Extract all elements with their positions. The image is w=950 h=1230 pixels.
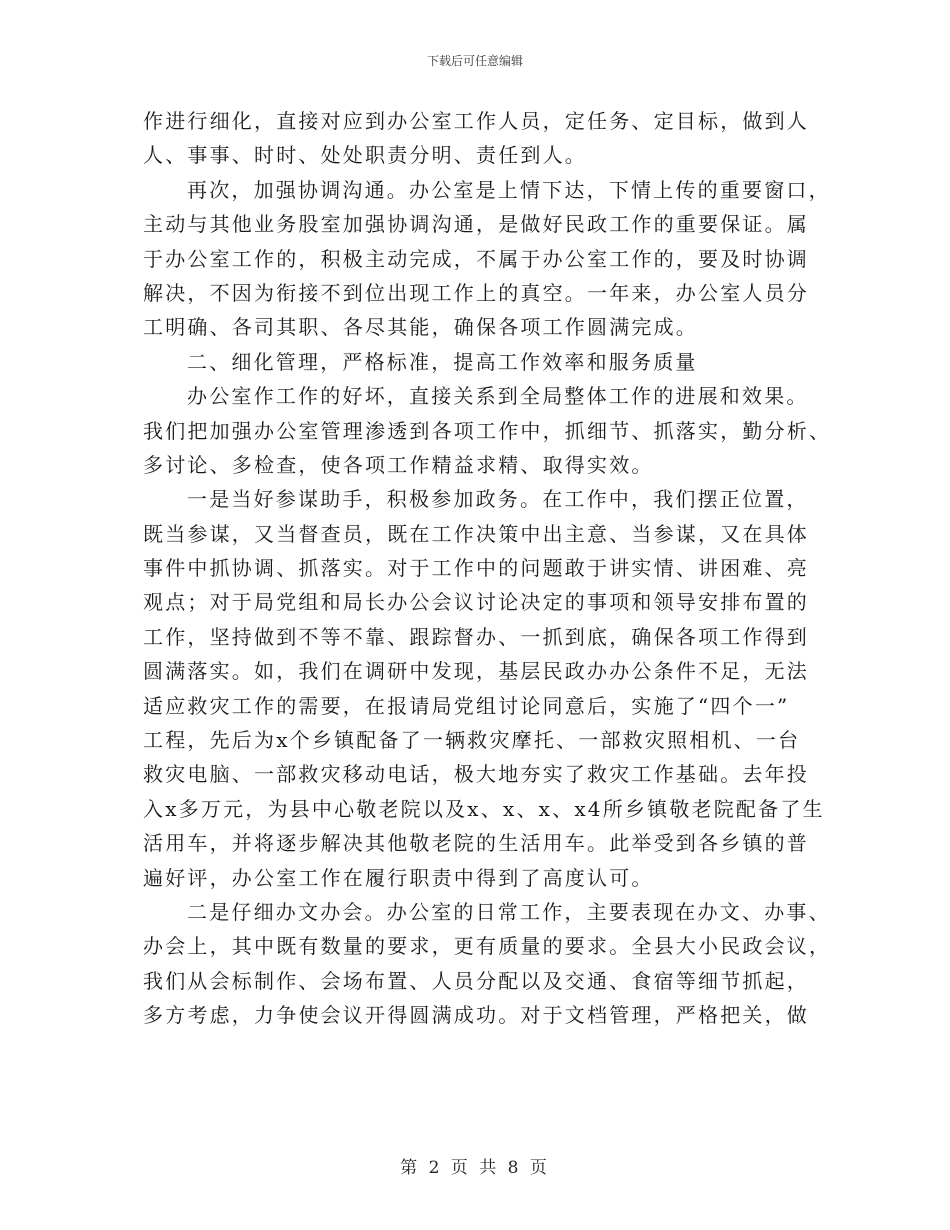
text-line: 人、事事、时时、处处职责分明、责任到人。 bbox=[143, 143, 587, 168]
text-line: 于办公室工作的，积极主动完成，不属于办公室工作的，要及时协调 bbox=[143, 246, 809, 271]
text-line: 二、细化管理，严格标准，提高工作效率和服务质量 bbox=[187, 349, 698, 374]
text-line: 再次，加强协调沟通。办公室是上情下达，下情上传的重要窗口， bbox=[187, 177, 831, 202]
text-line: 工明确、各司其职、各尽其能，确保各项工作圆满完成。 bbox=[143, 315, 698, 340]
text-line: 主动与其他业务股室加强协调沟通，是做好民政工作的重要保证。属 bbox=[143, 212, 809, 237]
text-line: 救灾电脑、一部救灾移动电话，极大地夯实了救灾工作基础。去年投 bbox=[143, 762, 809, 787]
text-line: 办会上，其中既有数量的要求，更有质量的要求。全县大小民政会议， bbox=[143, 934, 832, 959]
text-line: 事件中抓协调、抓落实。对于工作中的问题敢于讲实情、讲困难、亮 bbox=[143, 556, 809, 581]
text-line: 办公室作工作的好坏，直接关系到全局整体工作的进展和效果。 bbox=[187, 384, 809, 409]
text-line: 遍好评，办公室工作在履行职责中得到了高度认可。 bbox=[143, 865, 654, 890]
text-line: 多讨论、多检查，使各项工作精益求精、取得实效。 bbox=[143, 452, 654, 477]
text-line: 活用车，并将逐步解决其他敬老院的生活用车。此举受到各乡镇的普 bbox=[143, 831, 809, 856]
page-header: 下载后可任意编辑 bbox=[426, 54, 523, 68]
text-line: 入x多万元，为县中心敬老院以及x、x、x、x4所乡镇敬老院配备了生 bbox=[143, 796, 825, 821]
text-line: 圆满落实。如，我们在调研中发现，基层民政办办公条件不足，无法 bbox=[143, 659, 809, 684]
text-line: 工程，先后为x个乡镇配备了一辆救灾摩托、一部救灾照相机、一台 bbox=[143, 728, 801, 753]
text-line: 我们把加强办公室管理渗透到各项工作中，抓细节、抓落实，勤分析、 bbox=[143, 418, 832, 443]
text-line: 既当参谋，又当督查员，既在工作决策中出主意、当参谋，又在具体 bbox=[143, 521, 809, 546]
text-line: 我们从会标制作、会场布置、人员分配以及交通、食宿等细节抓起， bbox=[143, 968, 809, 993]
page-footer: 第 2 页 共 8 页 bbox=[400, 1158, 550, 1178]
text-line: 观点；对于局党组和局长办公会议讨论决定的事项和领导安排布置的 bbox=[143, 590, 809, 615]
text-line: 解决，不因为衔接不到位出现工作上的真空。一年来，办公室人员分 bbox=[143, 280, 809, 305]
text-line: 适应救灾工作的需要，在报请局党组讨论同意后，实施了“四个一” bbox=[143, 693, 790, 718]
text-line: 作进行细化，直接对应到办公室工作人员，定任务、定目标，做到人 bbox=[143, 109, 809, 133]
text-line: 二是仔细办文办会。办公室的日常工作，主要表现在办文、办事、 bbox=[187, 899, 831, 924]
text-line: 工作，坚持做到不等不靠、跟踪督办、一抓到底，确保各项工作得到 bbox=[143, 624, 809, 649]
text-line: 一是当好参谋助手，积极参加政务。在工作中，我们摆正位置， bbox=[187, 487, 809, 512]
document-body bbox=[143, 104, 832, 1033]
text-line: 多方考虑，力争使会议开得圆满成功。对于文档管理，严格把关，做 bbox=[143, 1003, 809, 1028]
